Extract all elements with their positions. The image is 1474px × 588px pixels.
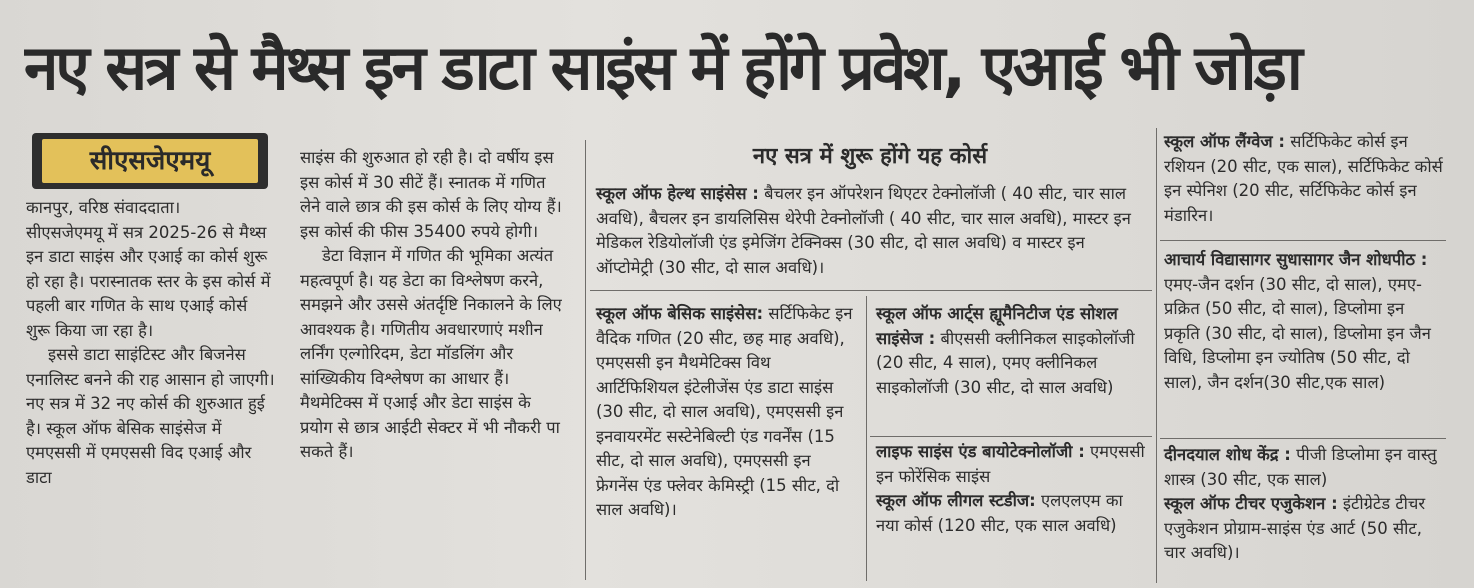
course-text: बीएससी क्लीनिकल साइकोलॉजी (20 सीट, 4 साल), एमए क्लीनिकल साइकोलॉजी (30 सीट, दो साल अवधि) [876, 328, 1135, 397]
course-text: बैचलर इन ऑपरेशन थिएटर टेक्नोलॉजी ( 40 सीट, चार साल अवधि), बैचलर इन डायलिसिस थेरेपी टेक्नोलॉजी ( 40 सीट, चार साल अवधि), मास्टर इन मेडिकल रेडियोलॉजी एंड इमेजिंग टेक्निक्स (30 सीट, दो साल अवधि) व मास्टर इन ऑप्टोमेट्री (30 सीट, दो साल अवधि)। [596, 184, 1131, 277]
course-heading: स्कूल ऑफ लीगल स्टडीज: [876, 491, 1036, 510]
badge-label: सीएसजेएमयू [42, 139, 258, 183]
course-text: सर्टिफिकेट कोर्स इन रशियन (20 सीट, एक साल), सर्टिफिकेट कोर्स इन स्पेनिश (20 सीट, सर्टिफिकेट कोर्स इन मंडारिन। [1164, 132, 1443, 225]
course-text: एलएलएम का नया कोर्स (120 सीट, एक साल अवधि) [876, 491, 1123, 535]
box-divider [1160, 438, 1446, 439]
course-text: इंटीग्रेटेड टीचर एजुकेशन प्रोग्राम-साइंस एंड आर्ट (50 सीट, चार अवधि)। [1164, 494, 1426, 562]
course-heading: स्कूल ऑफ लैंग्वेज : [1164, 132, 1285, 151]
column-divider [585, 140, 586, 580]
box-title: नए सत्र में शुरू होंगे यह कोर्स [752, 144, 988, 169]
article-column-2 [300, 146, 562, 465]
course-text: सर्टिफिकेट इन वैदिक गणित (20 सीट, छह माह अवधि), एमएससी इन मैथमेटिक्स विथ आर्टिफिशियल इंटेलीजेंस एंड डाटा साइंस (30 सीट, दो साल अवधि), एमएससी इन इनवायरमेंट सस्टेनेबिल्टी एंड गवर्नेंस (15 सीट, दो साल अवधि), एमएससी इन फ्रेगनेंस एंड फ्लेवर केमिस्ट्री (15 सीट, दो साल अवधि)। [596, 304, 853, 519]
section-badge [32, 133, 268, 189]
box-divider [866, 296, 867, 581]
course-heading: स्कूल ऑफ बेसिक साइंसेस: [596, 304, 764, 323]
article-paragraph: डेटा विज्ञान में गणित की भूमिका अत्यंत महत्वपूर्ण है। यह डेटा का विश्लेषण करने, समझने और उससे अंतर्दृष्टि निकालने के लिए आवश्यक है। गणितीय अवधारणाएं मशीन लर्निंग एल्गोरिदम, डेटा मॉडलिंग और सांख्यिकीय विश्लेषण का आधार हैं। मैथमेटिक्स में एआई और डेटा साइंस के प्रयोग से छात्र आईटी सेक्टर में भी नौकरी पा सकते हैं। [300, 246, 562, 461]
dateline: कानपुर, वरिष्ठ संवाददाता। [26, 198, 181, 217]
course-heading: स्कूल ऑफ हेल्थ साइंसेस : [596, 184, 759, 203]
box-divider [870, 436, 1152, 437]
box-divider [590, 290, 1152, 291]
course-health-sciences [596, 182, 1144, 280]
course-heading: लाइफ साइंस एंड बायोटेक्नोलॉजी : [876, 442, 1085, 461]
article-paragraph: इससे डाटा साइंटिस्ट और बिजनेस एनालिस्ट बनने की राह आसान हो जाएगी। नए सत्र में 32 नए कोर्स की शुरुआत हुई है। स्कूल ऑफ बेसिक साइंसेज में एमएससी में एमएससी विद एआई और डाटा [26, 345, 275, 487]
course-languages [1164, 130, 1444, 228]
course-basic-sciences [596, 302, 858, 523]
article-paragraph: सीएसजेएमयू में सत्र 2025-26 से मैथ्स इन डाटा साइंस और एआई का कोर्स शुरू हो रहा है। परास्नातक स्तर के इस कोर्स में पहली बार गणित के साथ एआई कोर्स शुरू किया जा रहा है। [26, 222, 271, 340]
course-text: पीजी डिप्लोमा इन वास्तु शास्त्र (30 सीट, एक साल) [1164, 445, 1437, 489]
course-deendayal [1164, 443, 1444, 566]
column-divider [1156, 128, 1157, 583]
course-heading: दीनदयाल शोध केंद्र : [1164, 445, 1291, 464]
course-heading: आचार्य विद्यासागर सुधासागर जैन शोधपीठ : [1164, 250, 1428, 269]
course-life-sciences [876, 440, 1148, 538]
article-column-1 [26, 196, 276, 490]
article-paragraph: साइंस की शुरुआत हो रही है। दो वर्षीय इस इस कोर्स में 30 सीटें हैं। स्नातक में गणित लेने वाले छात्र की इस कोर्स के लिए योग्य हैं। इस कोर्स की फीस 35400 रुपये होगी। [300, 148, 562, 241]
course-text: एमए-जैन दर्शन (30 सीट, दो साल), एमए-प्रक्रित (50 सीट, दो साल), डिप्लोमा इन प्रकृति (30 सीट, दो साल), डिप्लोमा इन जैन विधि, डिप्लोमा इन ज्योतिष (50 सीट, दो साल), जैन दर्शन(30 सीट,एक साल) [1164, 274, 1431, 392]
box-divider [1160, 240, 1446, 241]
course-text: एमएससी इन फोरेंसिक साइंस [876, 442, 1145, 486]
course-arts-humanities [876, 302, 1148, 400]
course-jain-research [1164, 248, 1444, 395]
course-heading: स्कूल ऑफ टीचर एजुकेशन : [1164, 494, 1338, 513]
headline: नए सत्र से मैथ्स इन डाटा साइंस में होंगे प्रवेश, एआई भी जोड़ा [24, 31, 1300, 104]
course-heading: स्कूल ऑफ आर्ट्स ह्यूमैनिटीज एंड सोशल साइंसेज : [876, 304, 1118, 348]
